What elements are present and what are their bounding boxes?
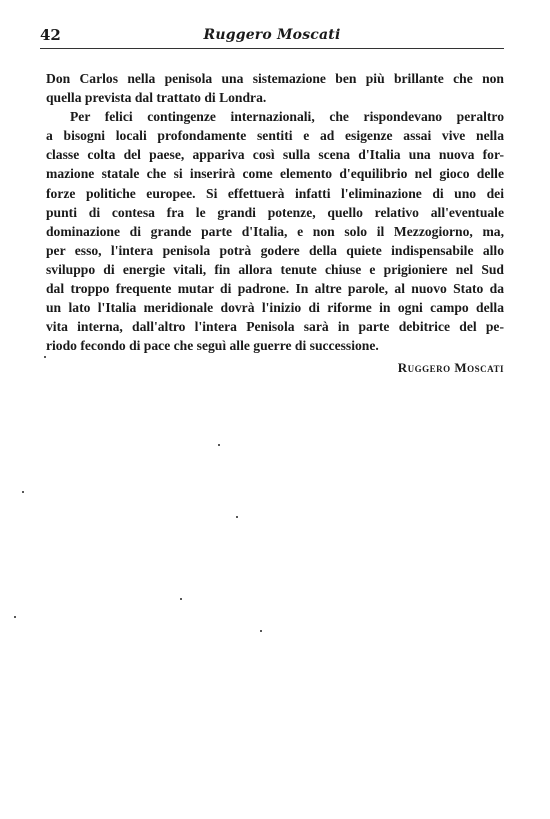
running-head: Ruggero Moscati (203, 27, 341, 43)
page-number: 42 (40, 26, 61, 44)
scan-speck (14, 616, 16, 618)
scan-speck (44, 356, 46, 358)
scan-speck (22, 491, 24, 493)
author-signature: Ruggero Moscati (397, 360, 504, 375)
text-line: dal troppo frequente mutar di padrone. In altre parole, al nuovo Stato da (46, 281, 504, 297)
text-line: quella prevista dal trattato di Londra. (46, 90, 267, 106)
text-line: forze politiche europee. Si effettuerà infatti l'eliminazione di uno dei (46, 185, 504, 201)
text-line: Don Carlos nella penisola una sistemazione ben più brillante che non (46, 71, 504, 86)
text-line: un lato l'Italia meridionale dovrà l'inizio di riforme in ogni campo della (46, 300, 504, 316)
scan-speck (236, 516, 238, 518)
page-header (40, 26, 504, 49)
text-line: sviluppo di energie vitali, fin allora tenute chiuse e prigioniere nel Sud (46, 261, 504, 277)
scan-speck (218, 444, 220, 446)
text-line: Per felici contingenze internazionali, che rispondevano peraltro (70, 109, 504, 125)
scan-speck (260, 630, 262, 632)
text-line: a bisogni locali profondamente sentiti e ad esigenze assai vive nella (46, 128, 504, 144)
scan-speck (180, 598, 182, 600)
text-line: riodo fecondo di pace che seguì alle guerre di successione. (46, 338, 379, 354)
text-line: classe colta del paese, appariva così sulla scena d'Italia una nuova for- (46, 147, 504, 163)
text-line: dominazione di grande parte d'Italia, e non solo il Mezzogiorno, ma, (46, 223, 504, 239)
text-line: vita interna, dall'altro l'intera Penisola sarà in parte debitrice del pe- (46, 319, 504, 335)
text-line: mazione statale che si inserirà come elemento d'equilibrio nel gioco delle (46, 166, 504, 182)
text-line: punti di contesa fra le grandi potenze, quello relativo all'eventuale (46, 204, 504, 220)
body-text (46, 69, 504, 355)
text-line: per esso, l'intera penisola potrà godere della quiete indispensabile allo (46, 242, 504, 258)
